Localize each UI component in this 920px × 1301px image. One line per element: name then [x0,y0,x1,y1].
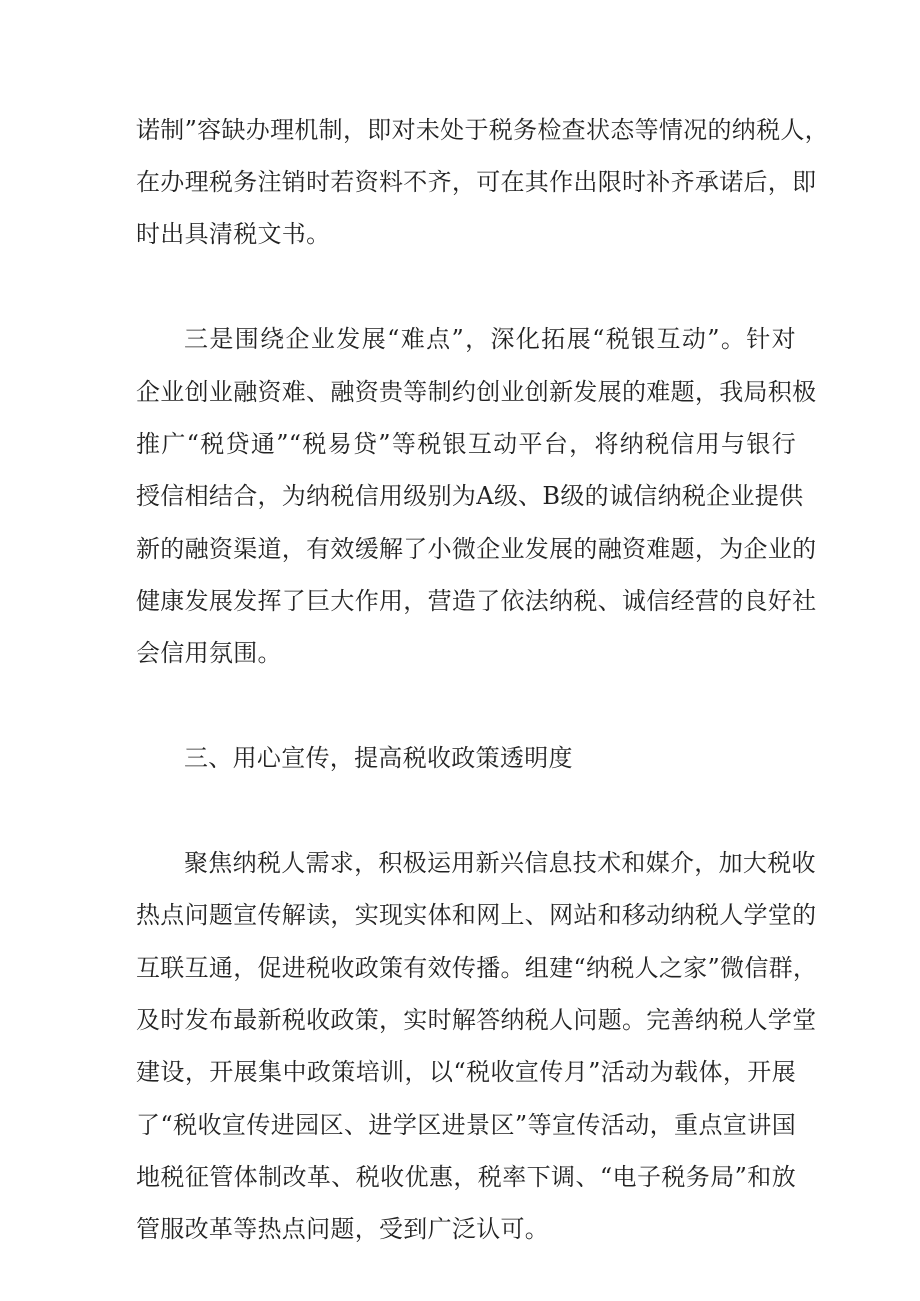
paragraph-line: 地税征管体制改革、税收优惠，税率下调、“电子税务局”和放 [136,1163,796,1191]
paragraph-line: 授信相结合，为纳税信用级别为A级、B级的诚信纳税企业提供 [136,482,804,510]
paragraph-line: 及时发布最新税收政策，实时解答纳税人问题。完善纳税人学堂 [136,1006,817,1034]
paragraph-line: 推广“税贷通”“税易贷”等税银互动平台，将纳税信用与银行 [136,430,796,458]
paragraph-line: 建设，开展集中政策培训，以“税收宣传月”活动为载体，开展 [136,1058,796,1086]
paragraph-line: 会信用氛围。 [136,639,282,667]
paragraph-line: 互联互通，促进税收政策有效传播。组建“纳税人之家”微信群， [136,954,818,982]
paragraph-line: 热点问题宣传解读，实现实体和网上、网站和移动纳税人学堂的 [136,901,817,929]
paragraph-line: 管服改革等热点问题，受到广泛认可。 [136,1215,550,1243]
paragraph-line: 健康发展发挥了巨大作用，营造了依法纳税、诚信经营的良好社 [136,587,817,615]
paragraph-line: 了“税收宣传进园区、进学区进景区”等宣传活动，重点宣讲国 [136,1111,796,1139]
paragraph-line: 新的融资渠道，有效缓解了小微企业发展的融资难题，为企业的 [136,535,817,563]
paragraph-line: 时出具清税文书。 [136,220,331,248]
paragraph-line: 诺制”容缺办理机制，即对未处于税务检查状态等情况的纳税人， [136,116,829,144]
paragraph-line: 三是围绕企业发展“难点”，深化拓展“税银互动”。针对 [184,325,796,353]
paragraph-line: 聚焦纳税人需求，积极运用新兴信息技术和媒介，加大税收 [184,849,816,877]
section-heading: 三、用心宣传，提高税收政策透明度 [184,744,573,772]
paragraph-line: 企业创业融资难、融资贵等制约创业创新发展的难题，我局积极 [136,378,817,406]
paragraph-line: 在办理税务注销时若资料不齐，可在其作出限时补齐承诺后，即 [136,168,817,196]
